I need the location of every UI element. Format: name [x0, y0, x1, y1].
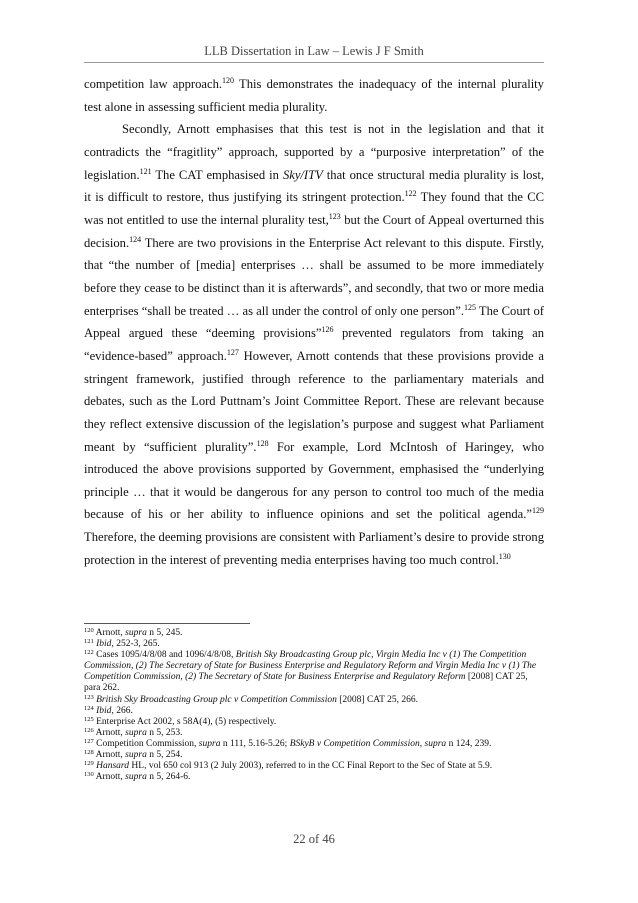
footnote-reference: 125: [463, 302, 476, 312]
footnote-separator: [84, 623, 250, 624]
italic-text: supra: [125, 628, 147, 638]
footnote-reference: 122: [404, 189, 417, 199]
footnote-number: 124: [84, 704, 94, 712]
footnote-number: 121: [84, 638, 94, 646]
paragraph: competition law approach.$^{120}$ This demonstrates the inadequacy of the internal plurality test alone in assessing sufficient media plurality.: [84, 76, 544, 114]
footnote: $^{127}$ Competition Commission, supra n 111, 5.16-5.26; BSkyB v Competition Commission, supra n 124, 239.: [84, 737, 492, 749]
footnote-number: 127: [84, 737, 94, 745]
footnote: $^{124}$ Ibid, 266.: [84, 704, 133, 716]
paragraph: Secondly, Arnott emphasises that this test is not in the legislation and that it contradicts the “fragitlity” approach, supported by a “purposive interpretation” of the legislation.$^{121}$ The CAT emphasised in Sky/ITV that once structural media plurality is lost, it is difficult to restore, thus justifying its stringent protection.$^{122}$ They found that the CC was not entitled to use the internal plurality test,$^{123}$ but the Court of Appeal overturned this decision.$^{124}$ There are two provisions in the Enterprise Act relevant to this dispute. Firstly, that “the number of [media] enterprises … shall be assumed to be more immediately before they cease to be distinct than it is afterwards”, and secondly, that two or more media enterprises “shall be treated … as all under the control of only one person”.$^{125}$ The Court of Appeal argued these “deeming provisions”$^{126}$ prevented regulators from taking an “evidence-based” approach.$^{127}$ However, Arnott contends that these provisions provide a stringent framework, justified through reference to the parliamentary materials and debates, such as the Lord Puttnam’s Joint Committee Report. These are relevant because they reflect extensive discussion of the legislation’s purpose and suggest what Parliament meant by “sufficient plurality”.$^{128}$ For example, Lord McIntosh of Haringey, who introduced the above provisions supported by Government, emphasised the “underlying principle … that it would be dangerous for any person to control too much of the media because of his or her ability to influence opinions and set the political agenda.”$^{129}$ Therefore, the deeming provisions are consistent with Parliament’s desire to provide strong protection in the interest of preventing media enterprises having too much control.$^{130}$: [84, 122, 545, 567]
italic-text: British Sky Broadcasting Group plc, Virgin Media Inc v (1) The Competition Commission, (2) The Secretary of State for Business Enterprise and Regulatory Reform and Virgin Media Inc v (1) The Competition Commission, (2) The Secretary of State for Business Enterprise and Regulatory Reform: [84, 650, 537, 683]
footnote-reference: 130: [498, 551, 511, 561]
footnote-number: 122: [84, 649, 94, 657]
footnote-number: 129: [84, 760, 94, 768]
footnote-number: 126: [84, 726, 94, 734]
body-text: [84, 73, 544, 571]
italic-text: supra: [125, 750, 147, 761]
footnote-reference: 124: [129, 234, 142, 244]
footnote-reference: 123: [328, 211, 341, 221]
footnote: $^{121}$ Ibid, 252-3, 265.: [84, 638, 160, 650]
italic-text: British Sky Broadcasting Group plc v Competition Commission: [96, 694, 337, 705]
header-rule: [84, 62, 544, 63]
italic-text: BSkyB v Competition Commission: [289, 738, 420, 749]
italic-text: Ibid: [96, 639, 112, 650]
footnote: $^{129}$ Hansard HL, vol 650 col 913 (2 July 2003), referred to in the CC Final Report to the Sec of State at 5.9.: [84, 760, 493, 772]
footnote-reference: 129: [532, 506, 544, 516]
footnote-reference: 126: [321, 325, 334, 335]
italic-text: supra: [198, 738, 221, 749]
italic-text: Sky/ITV: [282, 167, 323, 182]
footnote-number: 128: [84, 749, 94, 757]
footnote: $^{125}$ Enterprise Act 2002, s 58A(4), (5) respectively.: [84, 715, 277, 727]
footnote-number: 125: [84, 715, 94, 723]
footnote: $^{120}$ Arnott, supra n 5, 245.: [84, 627, 183, 638]
italic-text: Ibid: [96, 705, 112, 716]
footnote-reference: 127: [226, 347, 239, 357]
footnote: $^{122}$ Cases 1095/4/8/08 and 1096/4/8/08, British Sky Broadcasting Group plc, Virgin Media Inc v (1) The Competition Commission, (2) The Secretary of State for Business Enterprise and Regulatory Reform and Virgin Media Inc v (1) The Competition Commission, (2) The Secretary of State for Business Enterprise and Regulatory Reform [2008] CAT 25, para 262.: [84, 649, 537, 694]
footnote-number: 130: [84, 771, 94, 779]
footnote-reference: 120: [222, 76, 235, 85]
footnote: $^{128}$ Arnott, supra n 5, 254.: [84, 749, 183, 761]
footnote: $^{130}$ Arnott, supra n 5, 264-6.: [84, 771, 191, 783]
footnote-reference: 128: [256, 438, 269, 448]
footnote-number: 120: [84, 627, 94, 634]
footnote: $^{123}$ British Sky Broadcasting Group plc v Competition Commission [2008] CAT 25, 266.: [84, 693, 418, 705]
running-header: LLB Dissertation in Law – Lewis J F Smith: [204, 44, 424, 58]
italic-text: Hansard: [96, 761, 130, 772]
page-number: 22 of 46: [293, 832, 335, 846]
italic-text: supra: [125, 772, 147, 783]
footnote-reference: 121: [139, 166, 152, 176]
italic-text: supra: [125, 727, 147, 738]
italic-text: supra: [424, 738, 447, 749]
footnote-number: 123: [84, 693, 94, 701]
footnotes: [84, 628, 544, 783]
footnote: $^{126}$ Arnott, supra n 5, 253.: [84, 726, 183, 738]
